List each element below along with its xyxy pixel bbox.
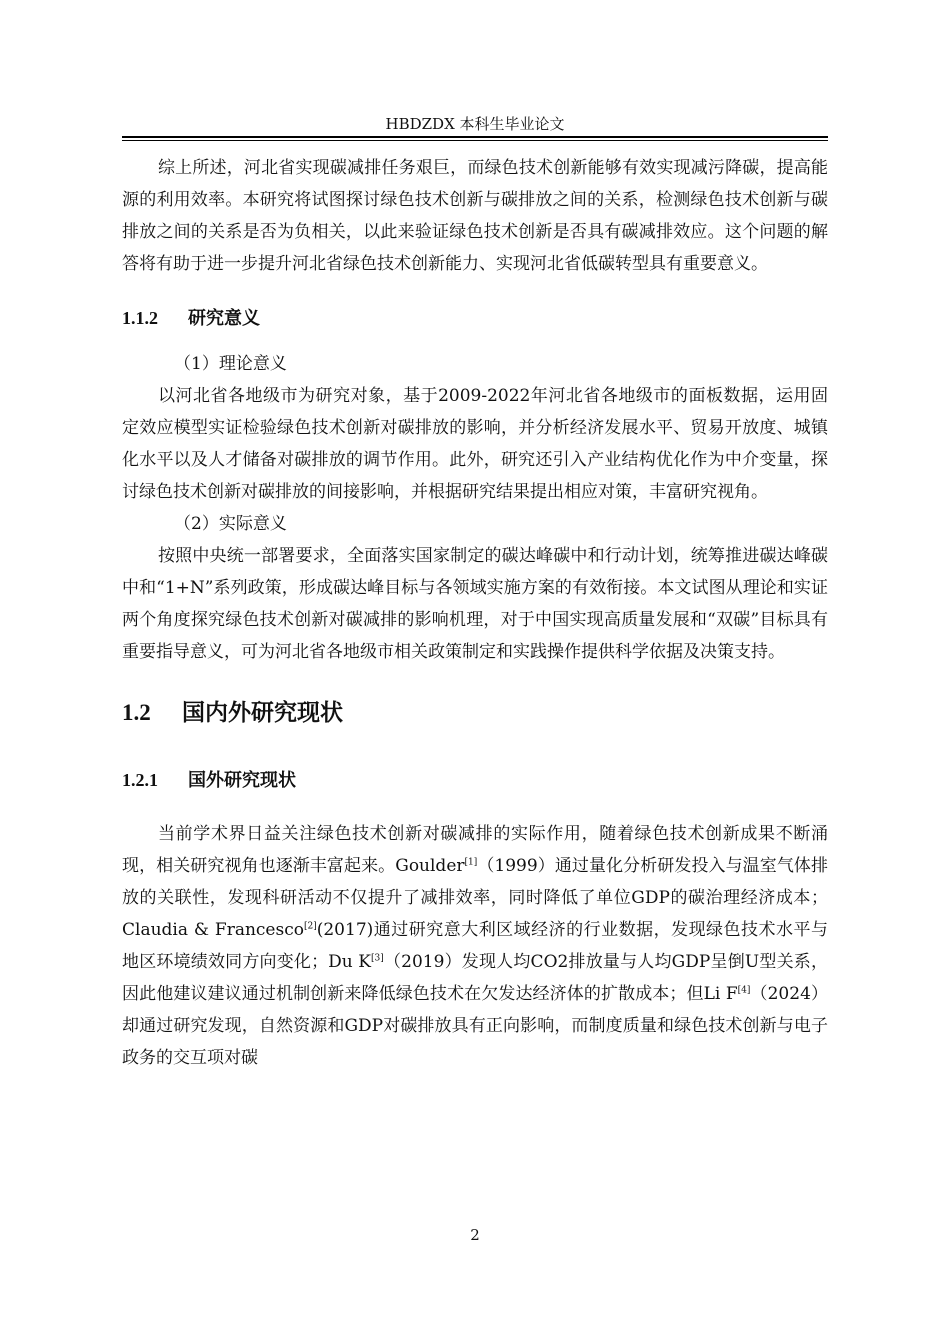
citation-ref[interactable]: [2] — [303, 921, 317, 932]
citation-ref[interactable]: [3] — [371, 953, 384, 964]
section-heading-1-1-2 — [122, 306, 828, 330]
subheading-theory: （1）理论意义 — [174, 354, 287, 374]
citation-ref[interactable]: [1] — [464, 857, 478, 868]
running-header: HBDZDX 本科生毕业论文 — [385, 115, 565, 133]
text-run: （1999）通过量化分析研发投入与温室气体排放的关联性，发现科研活动不仅提升了减排效率，同时降低了单位GDP的碳治理经济成本；Claudia & Francesco — [122, 856, 828, 940]
section-heading-1-2 — [122, 698, 828, 728]
header-rule-thick — [122, 136, 828, 138]
text-run: （2024）却通过研究发现，自然资源和GDP对碳排放具有正向影响，而制度质量和绿色技术创新与电子政务的交互项对碳 — [122, 984, 828, 1068]
section-number: 1.1.2 — [122, 308, 158, 328]
text-run: (2017)通过研究意大利区域经济的行业数据，发现绿色技术水平与地区环境绩效同方向变化；Du K — [122, 920, 829, 972]
citation-ref[interactable]: [4] — [737, 985, 751, 996]
text-run: （2019）发现人均CO2排放量与人均GDP呈倒U型关系，因此他建议建议通过机制创新来降低绿色技术在欠发达经济体的扩散成本；但Li F — [122, 952, 828, 1004]
page-body — [122, 152, 828, 1074]
paragraph-theory: 以河北省各地级市为研究对象，基于2009-2022年河北省各地级市的面板数据，运用固定效应模型实证检验绿色技术创新对碳排放的影响，并分析经济发展水平、贸易开放度、城镇化水平以及人才储备对碳排放的调节作用。此外，研究还引入产业结构优化作为中介变量，探讨绿色技术创新对碳排放的间接影响，并根据研究结果提出相应对策，丰富研究视角。 — [122, 386, 828, 502]
section-heading-1-2-1 — [122, 768, 828, 792]
section-number: 1.2 — [122, 700, 151, 725]
section-title: 国外研究现状 — [188, 770, 296, 790]
section-title: 国内外研究现状 — [182, 700, 343, 725]
paragraph-summary: 综上所述，河北省实现碳减排任务艰巨，而绿色技术创新能够有效实现减污降碳，提高能源的利用效率。本研究将试图探讨绿色技术创新与碳排放之间的关系，检测绿色技术创新与碳排放之间的关系是否为负相关，以此来验证绿色技术创新是否具有碳减排效应。这个问题的解答将有助于进一步提升河北省绿色技术创新能力、实现河北省低碳转型具有重要意义。 — [122, 158, 828, 274]
paragraph-practice: 按照中央统一部署要求，全面落实国家制定的碳达峰碳中和行动计划，统筹推进碳达峰碳中和“1+N”系列政策，形成碳达峰目标与各领域实施方案的有效衔接。本文试图从理论和实证两个角度探究绿色技术创新对碳减排的影响机理，对于中国实现高质量发展和“双碳”目标具有重要指导意义，可为河北省各地级市相关政策制定和实践操作提供科学依据及决策支持。 — [122, 546, 828, 662]
subheading-practice: （2）实际意义 — [174, 514, 287, 534]
section-number: 1.2.1 — [122, 770, 158, 790]
page-number: 2 — [470, 1226, 480, 1244]
header-rule-thin — [122, 140, 828, 141]
paragraph-foreign-research — [122, 818, 828, 1074]
text-run: 当前学术界日益关注绿色技术创新对碳减排的实际作用，随着绿色技术创新成果不断涌现，相关研究视角也逐渐丰富起来。Goulder — [122, 824, 828, 876]
section-title: 研究意义 — [188, 308, 260, 328]
